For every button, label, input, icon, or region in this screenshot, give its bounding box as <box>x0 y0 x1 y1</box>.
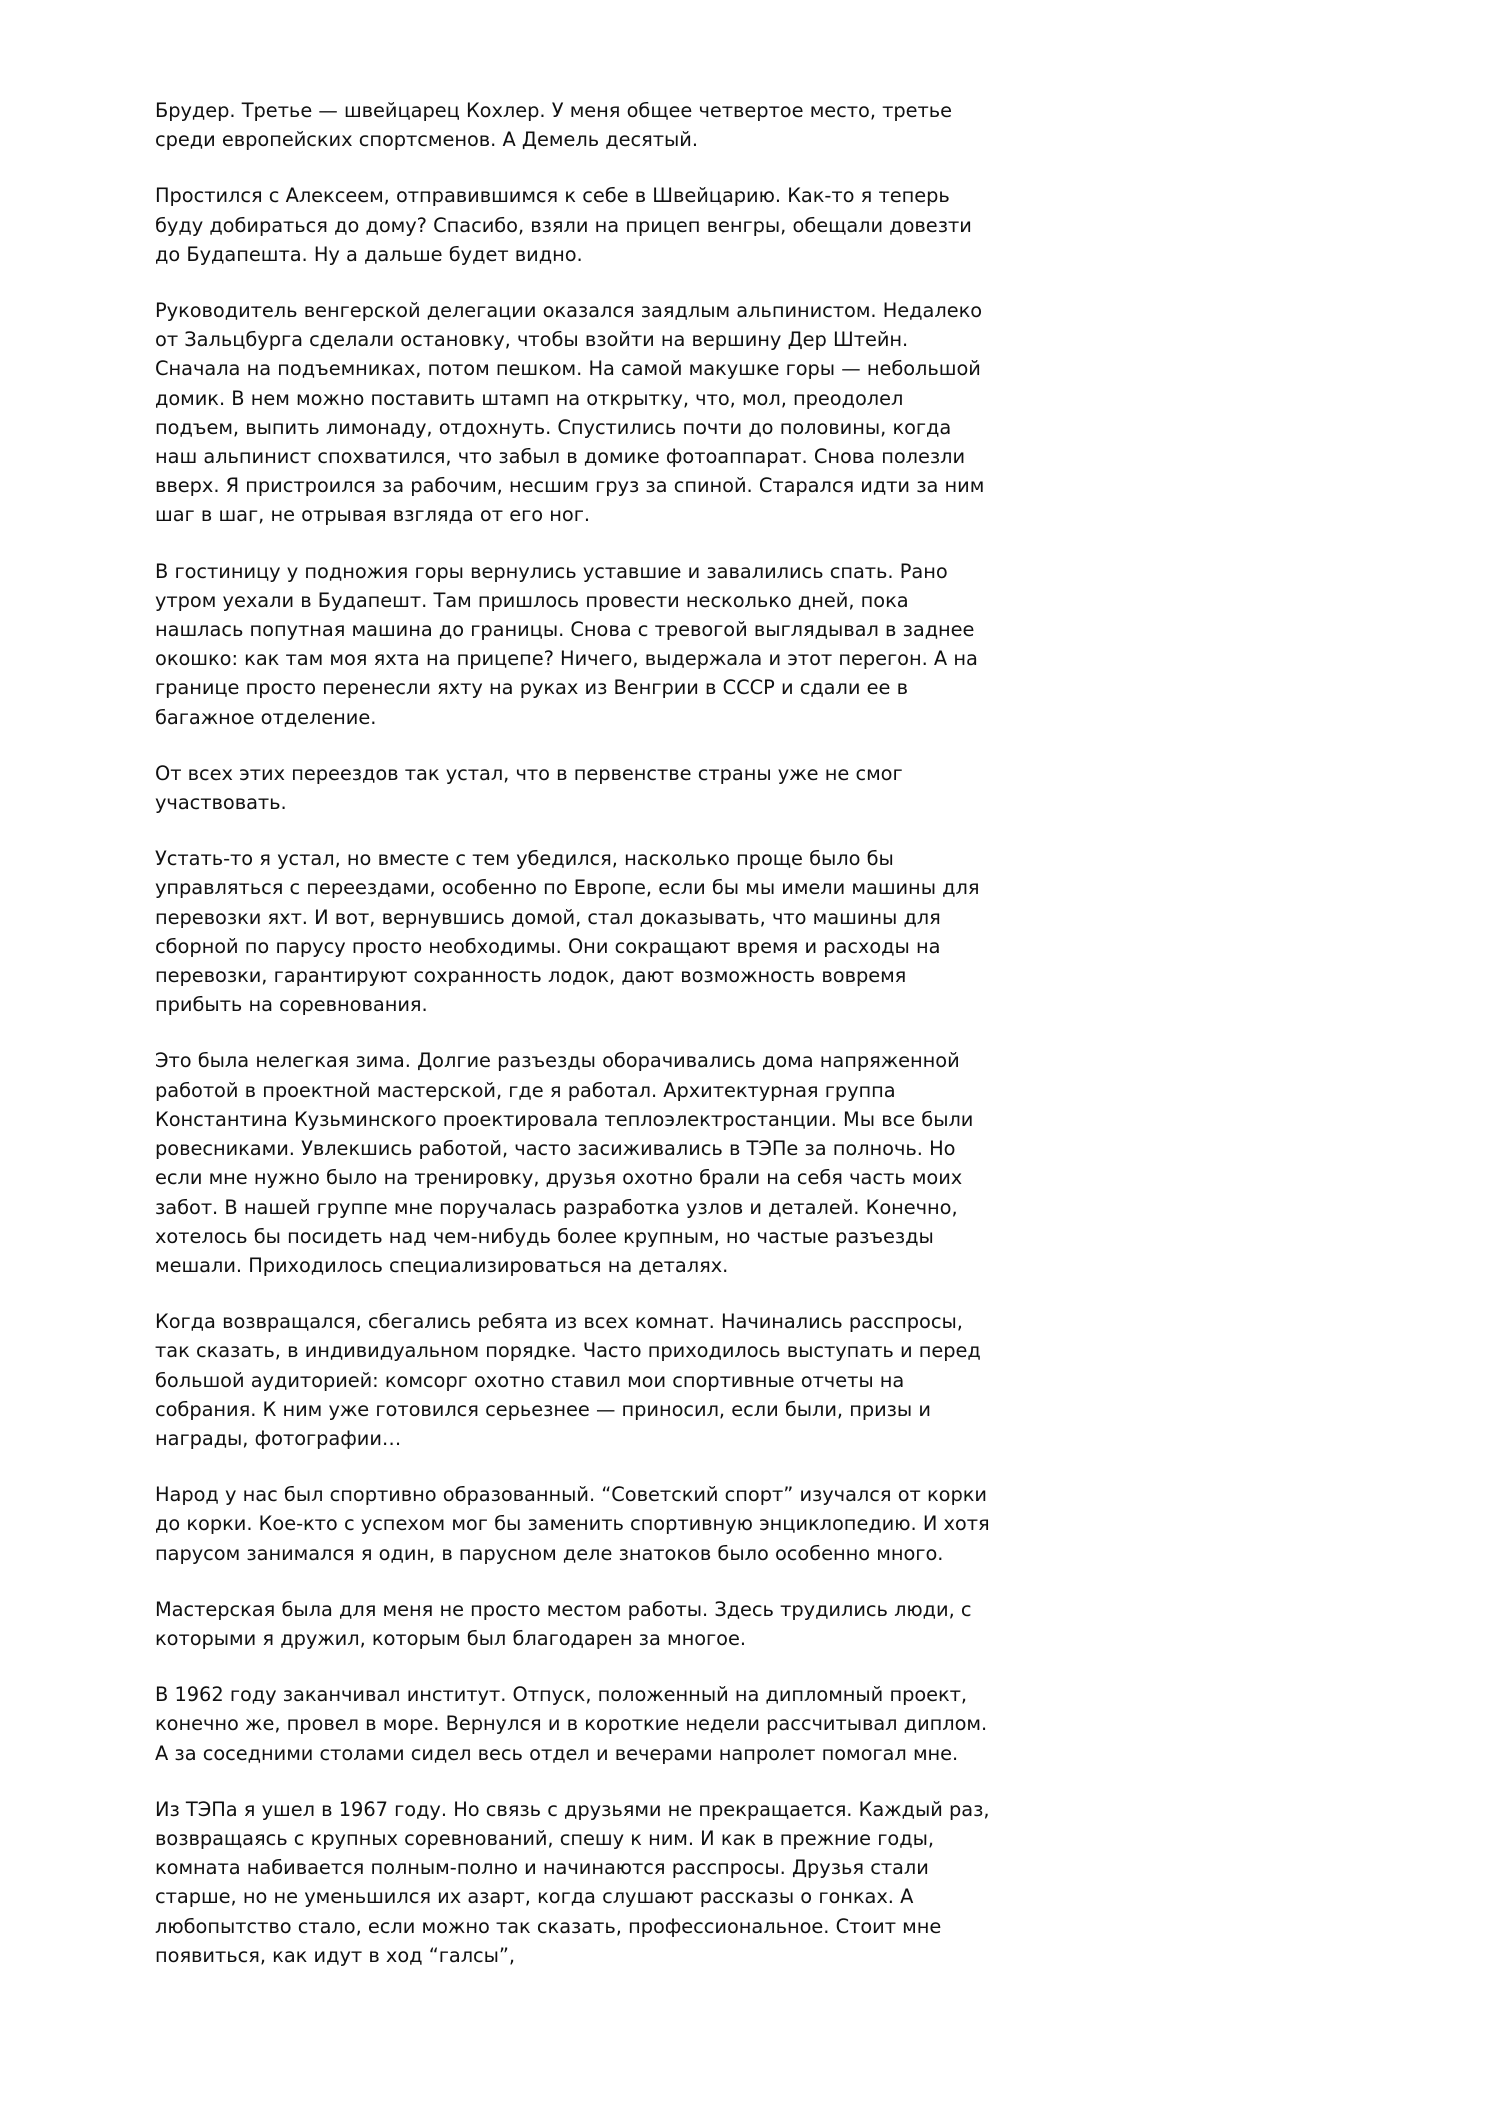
body-text-column <box>155 96 990 1970</box>
paragraph: Народ у нас был спортивно образованный. “Советский спорт” изучался от корки до корки. Кое-кто с успехом мог бы заменить спортивную энциклопедию. И хотя парусом занимался я один, в парусном деле знатоков было особенно много. <box>155 1483 990 1565</box>
paragraph: Из ТЭПа я ушел в 1967 году. Но связь с друзьями не прекращается. Каждый раз, возвращаясь с крупных соревнований, спешу к ним. И как в прежние годы, комната набивается полным-полно и начинаются расспросы. Друзья стали старше, но не уменьшился их азарт, когда слушают рассказы о гонках. А любопытство стало, если можно так сказать, профессиональное. Стоит мне появиться, как идут в ход “галсы”, <box>155 1797 990 1967</box>
paragraph: В гостиницу у подножия горы вернулись уставшие и завалились спать. Рано утром уехали в Будапешт. Там пришлось провести несколько дней, пока нашлась попутная машина до границы. Снова с тревогой выглядывал в заднее окошко: как там моя яхта на прицепе? Ничего, выдержала и этот перегон. А на границе просто перенесли яхту на руках из Венгрии в СССР и сдали ее в багажное отделение. <box>155 559 978 729</box>
paragraph: Мастерская была для меня не просто местом работы. Здесь трудились люди, с которыми я дружил, которым был благодарен за многое. <box>155 1597 972 1650</box>
paragraph: От всех этих переездов так устал, что в первенстве страны уже не смог участвовать. <box>155 761 903 815</box>
paragraph: Простился с Алексеем, отправившимся к себе в Швейцарию. Как-то я теперь буду добираться до дому? Спасибо, взяли на прицеп венгры, обещали довезти до Будапешта. Ну а дальше будет видно. <box>155 184 972 266</box>
paragraph: В 1962 году заканчивал институт. Отпуск, положенный на дипломный проект, конечно же, провел в море. Вернулся и в короткие недели рассчитывал диплом. А за соседними столами сидел весь отдел и вечерами напролет помогал мне. <box>155 1683 988 1765</box>
paragraph: Это была нелегкая зима. Долгие разъезды оборачивались дома напряженной работой в проектной мастерской, где я работал. Архитектурная группа Константина Кузьминского проектировала теплоэлектростанции. Мы все были ровесниками. Увлекшись работой, часто засиживались в ТЭПе за полночь. Но если мне нужно было на тренировку, друзья охотно брали на себя часть моих забот. В нашей группе мне поручалась разработка узлов и деталей. Конечно, хотелось бы посидеть над чем-нибудь более крупным, но частые разъезды мешали. Приходилось специализироваться на деталях. <box>155 1049 974 1277</box>
paragraph: Устать-то я устал, но вместе с тем убедился, насколько проще было бы управляться с переездами, особенно по Европе, если бы мы имели машины для перевозки яхт. И вот, вернувшись домой, стал доказывать, что машины для сборной по парусу просто необходимы. Они сокращают время и расходы на перевозки, гарантируют сохранность лодок, дают возможность вовремя прибыть на соревнования. <box>155 847 980 1017</box>
paragraph: Когда возвращался, сбегались ребята из всех комнат. Начинались расспросы, так сказать, в индивидуальном порядке. Часто приходилось выступать и перед большой аудиторией: комсорг охотно ставил мои спортивные отчеты на собрания. К ним уже готовился серьезнее — приносил, если были, призы и награды, фотографии… <box>155 1310 981 1450</box>
paragraph: Брудер. Третье — швейцарец Кохлер. У меня общее четвертое место, третье среди европейских спортсменов. А Демель десятый. <box>155 99 953 152</box>
paragraph: Руководитель венгерской делегации оказался заядлым альпинистом. Недалеко от Зальцбурга сделали остановку, чтобы взойти на вершину Дер Штейн. Сначала на подъемниках, потом пешком. На самой макушке горы — небольшой домик. В нем можно поставить штамп на открытку, что, мол, преодолел подъем, выпить лимонаду, отдохнуть. Спустились почти до половины, когда наш альпинист спохватился, что забыл в домике фотоаппарат. Снова полезли вверх. Я пристроился за рабочим, несшим груз за спиной. Старался идти за ним шаг в шаг, не отрывая взгляда от его ног. <box>155 299 985 527</box>
